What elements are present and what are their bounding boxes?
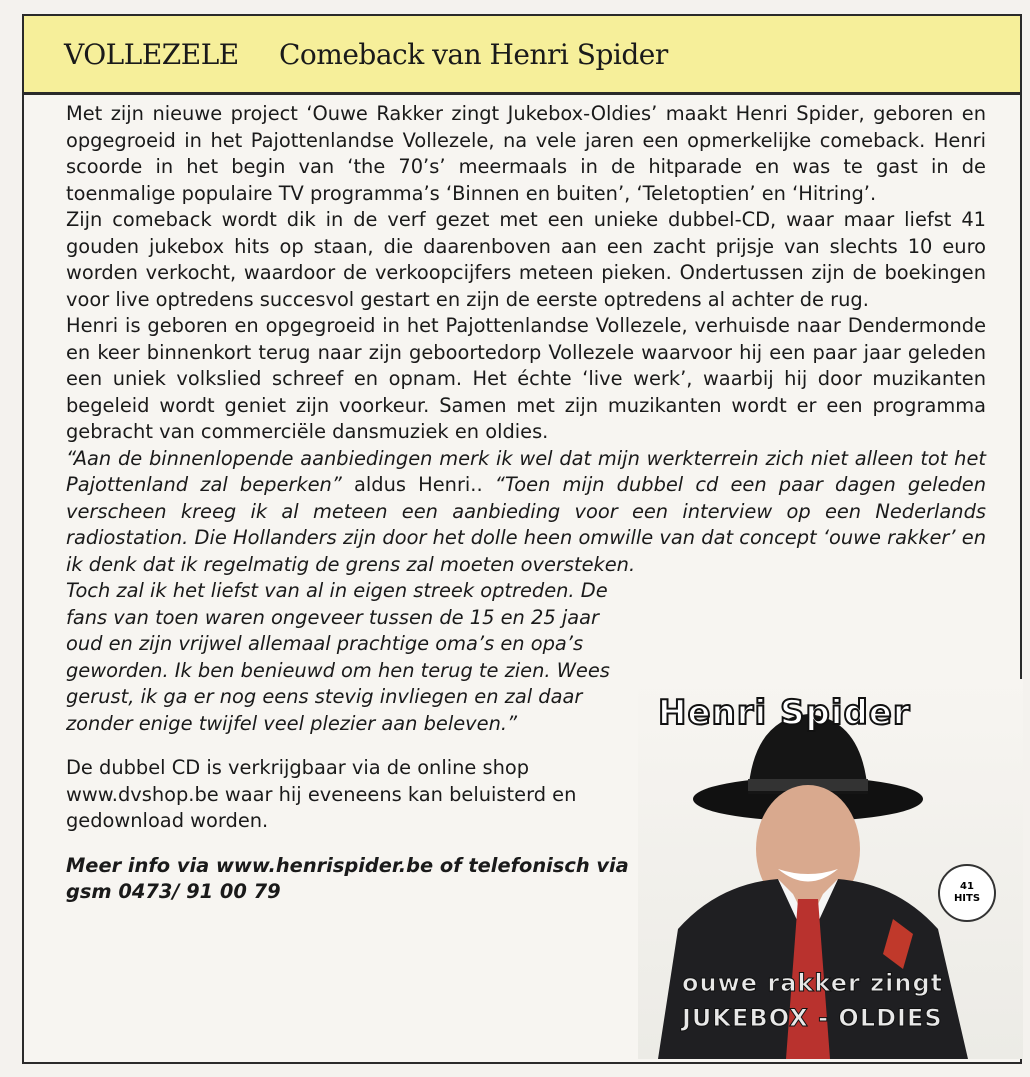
quote-part-1: “Aan de binnenlopende aanbiedingen merk ik wel dat mijn werkterrein zich niet alleen tot het Pajottenland zal beperken” <box>66 446 986 496</box>
quote-attribution: aldus Henri.. <box>341 473 495 496</box>
cover-name: Henri Spider <box>658 693 911 733</box>
paragraph-shop: De dubbel CD is verkrijgbaar via de online shop www.dvshop.be waar hij eveneens kan beluisterd en gedownload worden. <box>66 756 577 832</box>
paragraph-comeback: Zijn comeback wordt dik in de verf gezet met een unieke dubbel-CD, waar maar liefst 41 gouden jukebox hits op staan, die daarenboven aan een zacht prijsje van slechts 10 euro worden verkocht, waardoor de verkoopcijfers meteen pieken. Ondertussen zijn de boekingen voor live optredens succesvol gestart en zijn de eerste optredens al achter de rug. <box>66 208 986 311</box>
location-label: VOLLEZELE <box>64 38 239 71</box>
paragraph-quote <box>66 446 986 579</box>
hits-badge <box>938 864 996 922</box>
article-title: Comeback van Henri Spider <box>279 38 668 71</box>
cd-cover-photo <box>638 679 1023 1059</box>
quote-part-2: “Toen mijn dubbel cd een paar dagen geleden verscheen kreeg ik al meteen een aanbieding voor een interview op een Nederlands radiostation. Die Hollanders zijn door het dolle heen omwille van dat concept ‘ouwe rakker’ en ik denk dat ik regelmatig de grens zal moeten oversteken. <box>66 473 986 576</box>
paragraph-bio: Henri is geboren en opgegroeid in het Pajottenlandse Vollezele, verhuisde naar Dendermonde en keer binnenkort terug naar zijn geboortedorp Vollezele waarvoor hij een paar jaar geleden een uniek volkslied schreef en opnam. Het échte ‘live werk’, waarbij hij door muzikanten begeleid wordt geniet zijn voorkeur. Samen met zijn muzikanten wordt er een programma gebracht van commerciële dansmuziek en oldies. <box>66 314 986 443</box>
badge-number: 41 <box>960 881 974 892</box>
cover-subtitle-2: JUKEBOX - OLDIES <box>682 1004 943 1032</box>
article-header <box>24 16 1020 95</box>
cover-subtitle-1: ouwe rakker zingt <box>682 969 944 997</box>
article-frame <box>22 14 1022 1064</box>
paragraph-quote-end: Toch zal ik het liefst van al in eigen streek optreden. De fans van toen waren ongeveer tussen de 15 en 25 jaar oud en zijn vrijwel allemaal prachtige oma’s en opa’s geworden. Ik ben benieuwd om hen terug te zien. Wees gerust, ik ga er nog eens stevig invliegen en zal daar zonder enige twijfel veel plezier aan beleven.” <box>66 579 610 735</box>
badge-text: HITS <box>953 893 981 904</box>
paragraph-intro: Met zijn nieuwe project ‘Ouwe Rakker zingt Jukebox-Oldies’ maakt Henri Spider, geboren en opgegroeid in het Pajottenlandse Vollezele, na vele jaren een opmerkelijke comeback. Henri scoorde in het begin van ‘the 70’s’ meermaals in de hitparade en was te gast in de toenmalige populaire TV programma’s ‘Binnen en buiten’, ‘Teletoptien’ en ‘Hitring’. <box>66 102 986 205</box>
paragraph-info: Meer info via www.henrispider.be of telefonisch via gsm 0473/ 91 00 79 <box>66 853 629 903</box>
